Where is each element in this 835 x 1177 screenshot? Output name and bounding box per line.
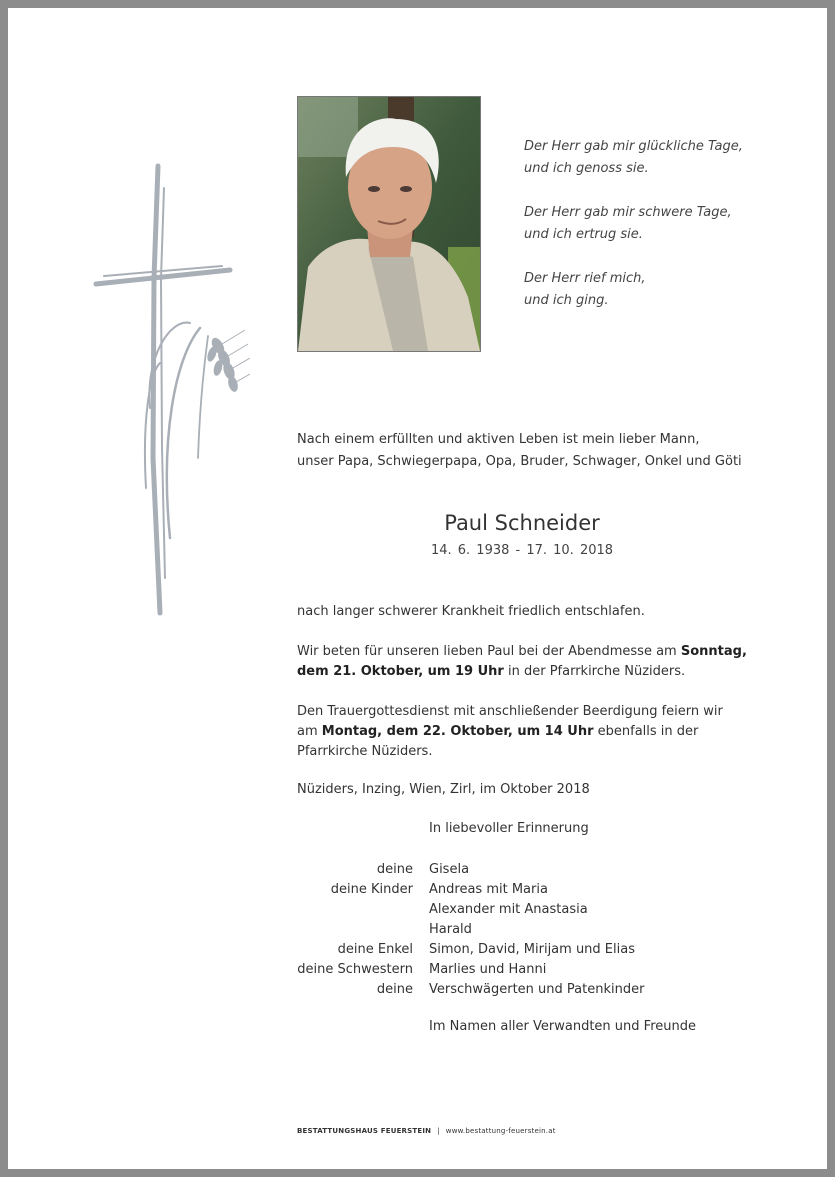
family-row bbox=[248, 880, 768, 900]
family-names: Andreas mit Maria bbox=[429, 882, 548, 897]
deceased-name: Paul Schneider bbox=[444, 511, 600, 535]
family-relation: deine Enkel bbox=[337, 942, 413, 957]
family-row bbox=[248, 900, 768, 920]
family-names: Verschwägerten und Patenkinder bbox=[429, 982, 645, 997]
intro-text bbox=[297, 429, 757, 473]
poem-stanza bbox=[524, 268, 784, 312]
poem-line: Der Herr rief mich, bbox=[524, 271, 646, 286]
family-names: Alexander mit Anastasia bbox=[429, 902, 588, 917]
family-row bbox=[248, 940, 768, 960]
poem-stanza bbox=[524, 136, 784, 180]
footer bbox=[297, 1127, 556, 1135]
family-names: Harald bbox=[429, 922, 472, 937]
poem bbox=[524, 136, 784, 334]
mass-date: Sonntag, dem 21. Oktober, um 19 Uhr bbox=[297, 644, 747, 679]
company-name: BESTATTUNGSHAUS FEUERSTEIN bbox=[297, 1127, 432, 1135]
funeral-service-text bbox=[297, 702, 747, 762]
family-row bbox=[248, 980, 768, 1000]
portrait-photo bbox=[297, 96, 481, 352]
family-relation bbox=[248, 920, 413, 940]
memory-line: In liebevoller Erinnerung bbox=[429, 821, 589, 836]
passing-text: nach langer schwerer Krankheit friedlich entschlafen. bbox=[297, 604, 645, 619]
family-list bbox=[248, 860, 768, 1000]
website-link[interactable]: www.bestattung-feuerstein.at bbox=[445, 1127, 556, 1135]
text-segment: in der Pfarrkirche Nüziders. bbox=[503, 664, 686, 679]
poem-line: Der Herr gab mir schwere Tage, bbox=[524, 205, 732, 220]
intro-line: unser Papa, Schwiegerpapa, Opa, Bruder, Schwager, Onkel und Göti bbox=[297, 454, 742, 469]
family-names: Marlies und Hanni bbox=[429, 962, 547, 977]
family-relation bbox=[248, 900, 413, 920]
text-segment: ebenfalls in der Pfarrkirche Nüziders. bbox=[297, 724, 699, 759]
poem-line: Der Herr gab mir glückliche Tage, bbox=[524, 139, 743, 154]
poem-line: und ich genoss sie. bbox=[524, 161, 649, 176]
family-row bbox=[248, 960, 768, 980]
family-names: Simon, David, Mirijam und Elias bbox=[429, 942, 635, 957]
life-dates: 14. 6. 1938 - 17. 10. 2018 bbox=[430, 543, 614, 558]
text-segment: Wir beten für unseren lieben Paul bei der Abendmesse am bbox=[297, 644, 681, 659]
evening-mass-text bbox=[297, 642, 747, 682]
family-relation: deine Schwestern bbox=[297, 962, 413, 977]
text-segment: Den Trauergottesdienst mit anschließender Beerdigung feiern wir am bbox=[297, 704, 723, 739]
cross-with-wheat-icon bbox=[90, 158, 250, 618]
family-row bbox=[248, 860, 768, 880]
family-relation: deine bbox=[376, 982, 413, 997]
poem-line: und ich ging. bbox=[524, 293, 609, 308]
footer-separator: | bbox=[437, 1127, 440, 1135]
poem-stanza bbox=[524, 202, 784, 246]
family-names: Gisela bbox=[429, 862, 470, 877]
obituary-page bbox=[8, 8, 827, 1169]
family-row bbox=[248, 920, 768, 940]
family-relation: deine Kinder bbox=[330, 882, 413, 897]
intro-line: Nach einem erfüllten und aktiven Leben ist mein lieber Mann, bbox=[297, 432, 700, 447]
funeral-date: Montag, dem 22. Oktober, um 14 Uhr bbox=[321, 724, 594, 739]
poem-line: und ich ertrug sie. bbox=[524, 227, 643, 242]
family-relation: deine bbox=[376, 862, 413, 877]
closing-line: Im Namen aller Verwandten und Freunde bbox=[429, 1019, 696, 1034]
place-date: Nüziders, Inzing, Wien, Zirl, im Oktober 2018 bbox=[297, 782, 590, 797]
